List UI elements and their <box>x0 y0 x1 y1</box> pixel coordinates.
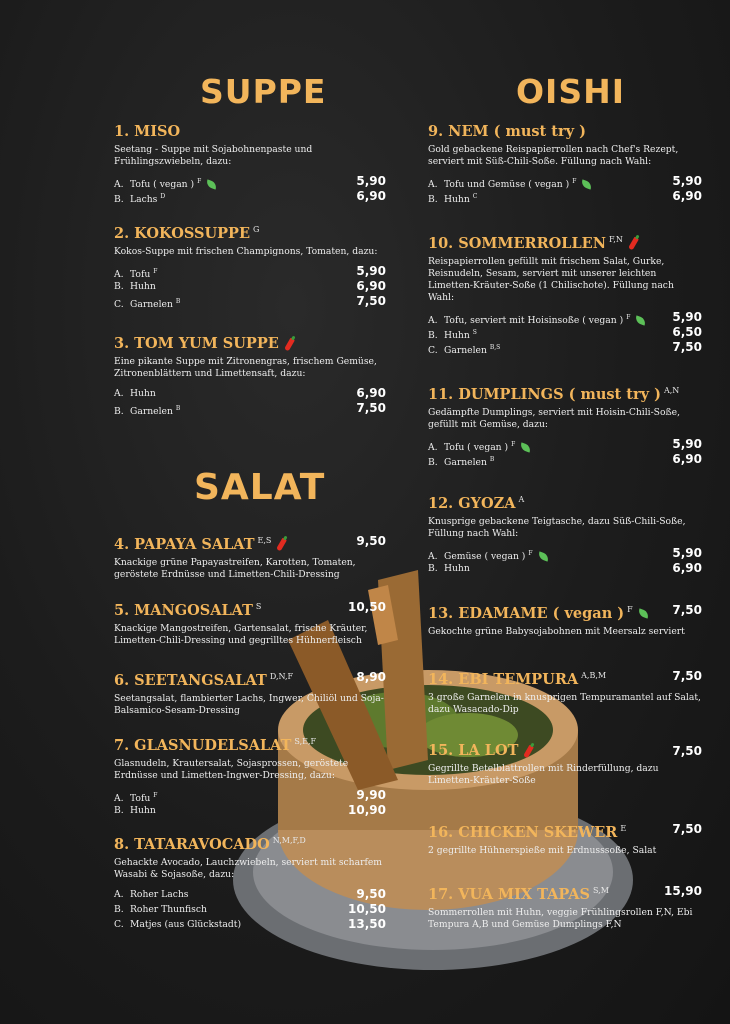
menu-item-la-lot <box>428 742 702 787</box>
item-description: Gekochte grüne Babysojabohnen mit Meersalz serviert <box>428 625 685 637</box>
option-row: A. Huhn 6,90 <box>114 386 386 400</box>
menu-item-nem <box>428 123 702 204</box>
item-price: 8,90 <box>356 670 386 684</box>
allergen-mark: E,S <box>257 536 272 545</box>
option-row: B. Huhn $^S$ 6,50 <box>428 324 702 341</box>
item-title: 9. NEM ( must try ) <box>428 123 586 140</box>
item-description: Knackige grüne Papayastreifen, Karotten, Tomaten, geröstete Erdnüsse und Limetten-Chili-Dressing <box>114 556 356 580</box>
allergen-mark: S <box>255 602 262 611</box>
item-description: Eine pikante Suppe mit Zitronengras, frischem Gemüse, Zitronenblättern und Limettensaft, dazu: <box>114 356 377 379</box>
item-title: 6. SEETANGSALAT <box>114 671 267 689</box>
allergen-mark: S,M <box>592 886 609 895</box>
item-price: 15,90 <box>664 884 702 898</box>
allergen-mark: F <box>627 605 633 614</box>
item-price: 10,50 <box>348 600 386 614</box>
menu-item-ebi-tempura <box>428 667 702 716</box>
menu-item-sommerrollen <box>428 231 702 355</box>
item-description: Gehackte Avocado, Lauchzwiebeln, serviert mit scharfem Wasabi & Sojasoße, dazu: <box>114 856 383 880</box>
menu-item-tom-yum <box>114 335 386 416</box>
option-row: C. Garnelen $^{B,S}$ 7,50 <box>428 339 702 356</box>
item-title: 1. MISO <box>114 123 181 140</box>
item-description: Knackige Mangostreifen, Gartensalat, frische Kräuter, Limetten-Chili-Dressing und gegrilltes Hühnerfleisch <box>114 622 368 646</box>
menu-item-seetangsalat <box>114 668 386 717</box>
item-title: 13. EDAMAME ( vegan ) <box>428 604 625 622</box>
item-title: 16. CHICKEN SKEWER <box>428 823 618 841</box>
allergen-mark: F,N <box>608 235 623 244</box>
option-row: B. Garnelen $^B$ 7,50 <box>114 401 386 418</box>
item-description: Gold gebackene Reispapierrollen nach Chef's Rezept, serviert mit Süß-Chili-Soße. Füllung nach Wahl: <box>428 144 679 167</box>
option-row: C. Matjes (aus Glückstadt) 13,50 <box>114 916 386 931</box>
menu-item-gyoza <box>428 491 702 576</box>
item-price: 7,50 <box>672 669 702 683</box>
item-description: Gegrillte Betelblattrollen mit Rinderfüllung, dazu Limetten-Kräuter-Soße <box>428 763 659 786</box>
item-title: 10. SOMMERROLLEN <box>428 234 606 252</box>
option-row: B. Huhn 6,90 <box>428 560 702 575</box>
allergen-mark: D,N,F <box>269 672 294 681</box>
item-description: 2 gegrillte Hühnerspieße mit Erdnusssoße, Salat <box>428 844 657 856</box>
menu-item-dumplings <box>428 382 702 467</box>
allergen-mark: S,E,F <box>294 737 317 746</box>
item-title: 11. DUMPLINGS ( must try ) <box>428 385 661 403</box>
menu-item-chicken-skewer <box>428 820 702 857</box>
item-title: 15. LA LOT <box>428 742 519 759</box>
allergen-mark: A <box>518 495 525 504</box>
item-title: 7. GLASNUDELSALAT <box>114 736 292 754</box>
salat-heading: SALAT <box>194 467 326 508</box>
oishi-heading: OISHI <box>516 72 625 111</box>
allergen-mark: E <box>620 824 627 833</box>
option-row: C. Garnelen $^B$ 7,50 <box>114 293 386 310</box>
item-title: 3. TOM YUM SUPPE <box>114 335 279 352</box>
item-description: Seetangsalat, flambierter Lachs, Ingwer, Chiliöl und Soja-Balsamico-Sesam-Dressing <box>114 692 384 716</box>
item-price: 7,50 <box>672 744 702 758</box>
menu-item-miso <box>114 123 386 204</box>
option-row: A. Tofu ( vegan ) $^F$ 5,90 <box>428 436 702 453</box>
item-title: 14. EBI TEMPURA <box>428 670 579 688</box>
item-title: 5. MANGOSALAT <box>114 601 253 619</box>
item-title: 17. VUA MIX TAPAS <box>428 885 590 903</box>
option-row: B. Huhn 6,90 <box>114 278 386 293</box>
vegan-leaf-icon <box>637 609 650 619</box>
menu-item-glasnudelsalat <box>114 733 386 818</box>
option-row: A. Tofu, serviert mit Hoisinsoße ( vegan ) $^F$ 5,90 <box>428 309 702 326</box>
option-row: A. Gemüse ( vegan ) $^F$ 5,90 <box>428 545 702 562</box>
option-row: B. Huhn $^C$ 6,90 <box>428 189 702 206</box>
chili-icon <box>628 237 639 251</box>
option-row: B. Lachs $^D$ 6,90 <box>114 189 386 206</box>
item-description: Gedämpfte Dumplings, serviert mit Hoisin-Chili-Soße, gefüllt mit Gemüse, dazu: <box>428 406 681 430</box>
item-description: 3 große Garnelen in knusprigen Tempuramantel auf Salat, dazu Wasacado-Dip <box>428 691 701 715</box>
option-row: A. Tofu und Gemüse ( vegan ) $^F$ 5,90 <box>428 174 702 191</box>
menu-item-papaya-salat <box>114 532 386 581</box>
option-row: A. Tofu ( vegan ) $^F$ 5,90 <box>114 174 386 191</box>
item-title: 2. KOKOSSUPPE <box>114 224 251 242</box>
allergen-mark: A,N <box>663 386 680 395</box>
option-row: B. Roher Thunfisch 10,50 <box>114 901 386 916</box>
item-price: 7,50 <box>672 822 702 836</box>
item-description: Knusprige gebackene Teigtasche, dazu Süß-Chili-Soße, Füllung nach Wahl: <box>428 515 686 539</box>
chili-icon <box>284 337 295 351</box>
menu-item-kokossuppe <box>114 221 386 309</box>
allergen-mark: G <box>253 225 260 234</box>
allergen-mark: N,M,F,D <box>272 836 306 845</box>
item-price: 7,50 <box>672 603 702 617</box>
item-description: Sommerrollen mit Huhn, veggie Frühlingsrollen F,N, Ebi Tempura A,B und Gemüse Dumplings F,N <box>428 906 693 930</box>
item-title: 8. TATARAVOCADO <box>114 835 270 853</box>
item-description: Glasnudeln, Krautersalat, Sojasprossen, geröstete Erdnüsse und Limetten-Ingwer-Dressing, dazu: <box>114 757 349 781</box>
item-title: 12. GYOZA <box>428 494 516 512</box>
item-price: 9,50 <box>356 534 386 548</box>
allergen-mark: A,B,M <box>581 671 607 680</box>
option-row: B. Huhn 10,90 <box>114 802 386 817</box>
item-description: Kokos-Suppe mit frischen Champignons, Tomaten, dazu: <box>114 245 378 257</box>
chili-icon <box>523 744 534 758</box>
item-description: Seetang - Suppe mit Sojabohnenpaste und Frühlingszwiebeln, dazu: <box>114 144 313 167</box>
menu-item-vua-mix-tapas <box>428 882 702 931</box>
suppe-heading: SUPPE <box>200 72 327 111</box>
option-row: A. Tofu $^F$ 5,90 <box>114 263 386 280</box>
option-row: A. Roher Lachs 9,50 <box>114 886 386 901</box>
menu-item-mangosalat <box>114 598 386 647</box>
chili-icon <box>277 538 288 552</box>
menu-item-tataravocado <box>114 832 386 932</box>
menu-item-edamame <box>428 601 702 638</box>
option-row: B. Garnelen $^B$ 6,90 <box>428 451 702 468</box>
item-title: 4. PAPAYA SALAT <box>114 535 255 553</box>
option-row: A. Tofu $^F$ 9,90 <box>114 787 386 804</box>
item-description: Reispapierrollen gefüllt mit frischem Salat, Gurke, Reisnudeln, Sesam, serviert mit unserer leichten Limetten-Kräuter-Soße (1 Chilischote). Füllung nach Wahl: <box>428 255 674 303</box>
